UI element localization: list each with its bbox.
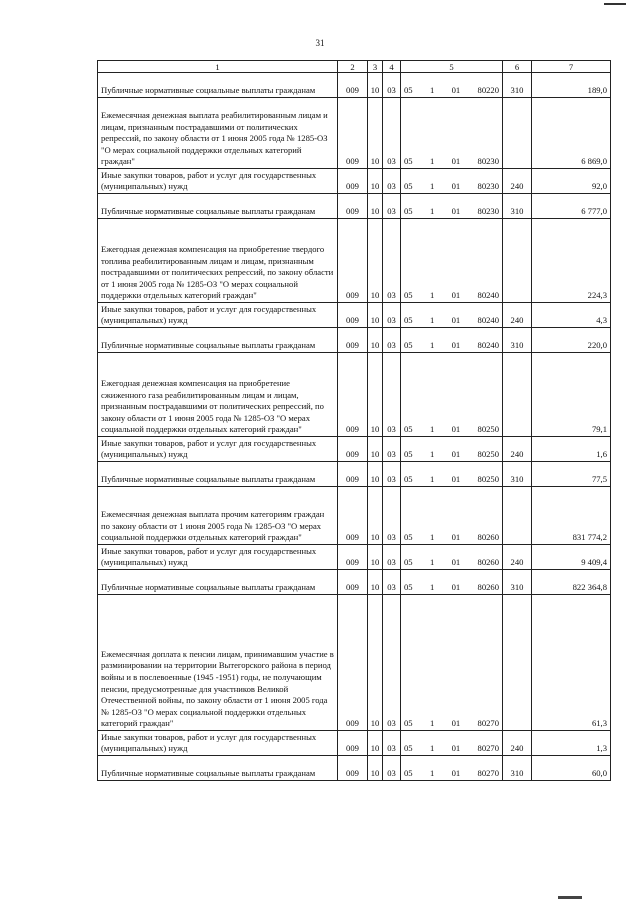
row-expense-type: 240 bbox=[503, 303, 532, 328]
target-article-part: 80260 bbox=[477, 532, 499, 543]
target-article-part: 80240 bbox=[477, 290, 499, 301]
row-subsection: 03 bbox=[383, 219, 401, 303]
table-row bbox=[98, 169, 611, 194]
target-article-part: 1 bbox=[429, 718, 435, 729]
target-article-part: 80260 bbox=[477, 582, 499, 593]
target-article-part: 80270 bbox=[477, 768, 499, 779]
target-article-part: 05 bbox=[404, 181, 413, 192]
target-article-part: 80260 bbox=[477, 557, 499, 568]
row-section: 10 bbox=[368, 219, 383, 303]
row-target-article bbox=[401, 731, 503, 756]
target-article-part: 01 bbox=[451, 290, 461, 301]
target-article-part: 01 bbox=[451, 315, 461, 326]
target-article-part: 80240 bbox=[477, 315, 499, 326]
target-article-code bbox=[403, 532, 500, 544]
row-section: 10 bbox=[368, 328, 383, 353]
target-article-part: 05 bbox=[404, 768, 413, 779]
target-article-part: 01 bbox=[451, 718, 461, 729]
table-row bbox=[98, 462, 611, 487]
row-admin-code: 009 bbox=[338, 194, 368, 219]
target-article-part: 1 bbox=[429, 156, 435, 167]
target-article-part: 05 bbox=[404, 424, 413, 435]
target-article-part: 1 bbox=[429, 85, 435, 96]
table-row bbox=[98, 731, 611, 756]
row-target-article bbox=[401, 756, 503, 781]
row-subsection: 03 bbox=[383, 756, 401, 781]
row-expense-type bbox=[503, 595, 532, 731]
row-amount: 60,0 bbox=[532, 756, 611, 781]
row-admin-code: 009 bbox=[338, 219, 368, 303]
target-article-part: 1 bbox=[429, 582, 435, 593]
row-target-article bbox=[401, 328, 503, 353]
target-article-code bbox=[403, 85, 500, 97]
target-article-code bbox=[403, 340, 500, 352]
table-row bbox=[98, 219, 611, 303]
header-col-5: 5 bbox=[401, 61, 503, 73]
row-subsection: 03 bbox=[383, 303, 401, 328]
row-name: Публичные нормативные социальные выплаты гражданам bbox=[98, 73, 338, 98]
target-article-part: 05 bbox=[404, 85, 413, 96]
table-row bbox=[98, 353, 611, 437]
header-col-4: 4 bbox=[383, 61, 401, 73]
row-name: Публичные нормативные социальные выплаты гражданам bbox=[98, 756, 338, 781]
table-row bbox=[98, 328, 611, 353]
target-article-part: 01 bbox=[451, 85, 461, 96]
row-target-article bbox=[401, 73, 503, 98]
target-article-code bbox=[403, 474, 500, 486]
target-article-part: 01 bbox=[451, 181, 461, 192]
target-article-part: 01 bbox=[451, 449, 461, 460]
row-target-article bbox=[401, 98, 503, 169]
budget-table bbox=[97, 60, 611, 781]
target-article-part: 1 bbox=[429, 768, 435, 779]
row-section: 10 bbox=[368, 570, 383, 595]
row-amount: 220,0 bbox=[532, 328, 611, 353]
row-section: 10 bbox=[368, 303, 383, 328]
target-article-code bbox=[403, 181, 500, 193]
target-article-part: 05 bbox=[404, 743, 413, 754]
target-article-part: 80230 bbox=[477, 156, 499, 167]
row-section: 10 bbox=[368, 756, 383, 781]
row-name: Иные закупки товаров, работ и услуг для государственных (муниципальных) нужд bbox=[98, 437, 338, 462]
table-row bbox=[98, 545, 611, 570]
target-article-part: 80230 bbox=[477, 206, 499, 217]
target-article-part: 01 bbox=[451, 474, 461, 485]
row-subsection: 03 bbox=[383, 194, 401, 219]
row-target-article bbox=[401, 194, 503, 219]
target-article-part: 05 bbox=[404, 532, 413, 543]
row-name: Ежемесячная денежная выплата прочим категориям граждан по закону области от 1 июня 2005 года № 1285-ОЗ "О мерах социальной поддержки отдельных категорий граждан" bbox=[98, 487, 338, 545]
table-row bbox=[98, 98, 611, 169]
target-article-part: 1 bbox=[429, 557, 435, 568]
row-admin-code: 009 bbox=[338, 98, 368, 169]
target-article-part: 80220 bbox=[477, 85, 499, 96]
row-target-article bbox=[401, 219, 503, 303]
row-name: Ежемесячная денежная выплата реабилитированным лицам и лицам, признанным пострадавшими от политических репрессий, по закону области от 1 июня 2005 года № 1285-ОЗ "О мерах социальной поддержки отдельных категорий граждан" bbox=[98, 98, 338, 169]
page-number: 31 bbox=[315, 38, 325, 48]
target-article-part: 05 bbox=[404, 290, 413, 301]
row-admin-code: 009 bbox=[338, 545, 368, 570]
row-admin-code: 009 bbox=[338, 756, 368, 781]
row-expense-type: 310 bbox=[503, 194, 532, 219]
target-article-code bbox=[403, 557, 500, 569]
row-amount: 831 774,2 bbox=[532, 487, 611, 545]
table-row bbox=[98, 303, 611, 328]
row-section: 10 bbox=[368, 353, 383, 437]
row-admin-code: 009 bbox=[338, 487, 368, 545]
row-target-article bbox=[401, 462, 503, 487]
row-amount: 189,0 bbox=[532, 73, 611, 98]
row-target-article bbox=[401, 303, 503, 328]
row-amount: 4,3 bbox=[532, 303, 611, 328]
row-amount: 92,0 bbox=[532, 169, 611, 194]
row-name: Иные закупки товаров, работ и услуг для государственных (муниципальных) нужд bbox=[98, 303, 338, 328]
row-name: Ежемесячная доплата к пенсии лицам, принимавшим участие в разминировании на территории Вытегорского района в период войны и в послевоенные (1945 -1951) годы, не получающим пенсии, предусмотренные для участников Великой Отечественной войны, по закону области от 1 июня 2005 года № 1285-ОЗ "О мерах социальной поддержки отдельных категорий граждан" bbox=[98, 595, 338, 731]
target-article-part: 80230 bbox=[477, 181, 499, 192]
target-article-part: 01 bbox=[451, 206, 461, 217]
row-target-article bbox=[401, 437, 503, 462]
target-article-part: 05 bbox=[404, 315, 413, 326]
row-subsection: 03 bbox=[383, 437, 401, 462]
row-subsection: 03 bbox=[383, 169, 401, 194]
row-target-article bbox=[401, 545, 503, 570]
row-subsection: 03 bbox=[383, 353, 401, 437]
target-article-code bbox=[403, 315, 500, 327]
row-amount: 9 409,4 bbox=[532, 545, 611, 570]
target-article-part: 05 bbox=[404, 718, 413, 729]
row-name: Публичные нормативные социальные выплаты гражданам bbox=[98, 328, 338, 353]
target-article-part: 01 bbox=[451, 340, 461, 351]
row-subsection: 03 bbox=[383, 731, 401, 756]
target-article-part: 80270 bbox=[477, 718, 499, 729]
row-name: Публичные нормативные социальные выплаты гражданам bbox=[98, 570, 338, 595]
target-article-part: 05 bbox=[404, 206, 413, 217]
row-subsection: 03 bbox=[383, 98, 401, 169]
row-amount: 6 869,0 bbox=[532, 98, 611, 169]
row-name: Иные закупки товаров, работ и услуг для государственных (муниципальных) нужд bbox=[98, 169, 338, 194]
header-row bbox=[98, 61, 611, 73]
row-subsection: 03 bbox=[383, 462, 401, 487]
row-expense-type: 240 bbox=[503, 437, 532, 462]
target-article-code bbox=[403, 449, 500, 461]
target-article-code bbox=[403, 718, 500, 730]
row-section: 10 bbox=[368, 98, 383, 169]
table-row bbox=[98, 595, 611, 731]
table-row bbox=[98, 194, 611, 219]
row-expense-type: 310 bbox=[503, 570, 532, 595]
row-section: 10 bbox=[368, 545, 383, 570]
row-expense-type bbox=[503, 219, 532, 303]
row-section: 10 bbox=[368, 73, 383, 98]
table-row bbox=[98, 437, 611, 462]
row-admin-code: 009 bbox=[338, 462, 368, 487]
target-article-part: 05 bbox=[404, 474, 413, 485]
row-admin-code: 009 bbox=[338, 73, 368, 98]
row-section: 10 bbox=[368, 731, 383, 756]
target-article-part: 01 bbox=[451, 768, 461, 779]
row-target-article bbox=[401, 353, 503, 437]
target-article-part: 80250 bbox=[477, 424, 499, 435]
header-col-3: 3 bbox=[368, 61, 383, 73]
target-article-code bbox=[403, 156, 500, 168]
row-target-article bbox=[401, 595, 503, 731]
target-article-part: 05 bbox=[404, 156, 413, 167]
target-article-part: 01 bbox=[451, 557, 461, 568]
target-article-part: 01 bbox=[451, 424, 461, 435]
row-admin-code: 009 bbox=[338, 169, 368, 194]
row-admin-code: 009 bbox=[338, 353, 368, 437]
target-article-part: 01 bbox=[451, 156, 461, 167]
row-subsection: 03 bbox=[383, 595, 401, 731]
row-expense-type: 310 bbox=[503, 328, 532, 353]
target-article-code bbox=[403, 768, 500, 780]
row-amount: 224,3 bbox=[532, 219, 611, 303]
row-amount: 77,5 bbox=[532, 462, 611, 487]
table-body bbox=[98, 73, 611, 781]
target-article-part: 1 bbox=[429, 474, 435, 485]
row-amount: 61,3 bbox=[532, 595, 611, 731]
target-article-part: 1 bbox=[429, 290, 435, 301]
row-expense-type bbox=[503, 98, 532, 169]
row-name: Ежегодная денежная компенсация на приобретение твердого топлива реабилитированным лицам и лицам, признанным пострадавшими от политических репрессий, по закону области от 1 июня 2005 года № 1285-ОЗ "О мерах социальной поддержки отдельных категорий граждан" bbox=[98, 219, 338, 303]
row-amount: 79,1 bbox=[532, 353, 611, 437]
row-section: 10 bbox=[368, 437, 383, 462]
header-col-1: 1 bbox=[98, 61, 338, 73]
target-article-part: 1 bbox=[429, 181, 435, 192]
target-article-part: 80250 bbox=[477, 449, 499, 460]
table-row bbox=[98, 487, 611, 545]
row-name: Публичные нормативные социальные выплаты гражданам bbox=[98, 194, 338, 219]
row-amount: 1,3 bbox=[532, 731, 611, 756]
row-expense-type: 310 bbox=[503, 462, 532, 487]
row-section: 10 bbox=[368, 595, 383, 731]
target-article-part: 01 bbox=[451, 532, 461, 543]
row-section: 10 bbox=[368, 462, 383, 487]
row-subsection: 03 bbox=[383, 73, 401, 98]
target-article-code bbox=[403, 290, 500, 302]
table-row bbox=[98, 756, 611, 781]
target-article-code bbox=[403, 206, 500, 218]
target-article-part: 01 bbox=[451, 582, 461, 593]
target-article-part: 05 bbox=[404, 340, 413, 351]
row-subsection: 03 bbox=[383, 487, 401, 545]
target-article-part: 1 bbox=[429, 449, 435, 460]
target-article-code bbox=[403, 582, 500, 594]
row-expense-type bbox=[503, 487, 532, 545]
scan-mark-bottom bbox=[558, 896, 582, 902]
row-admin-code: 009 bbox=[338, 328, 368, 353]
row-expense-type: 240 bbox=[503, 545, 532, 570]
scan-mark-top bbox=[604, 0, 626, 5]
row-amount: 1,6 bbox=[532, 437, 611, 462]
target-article-part: 1 bbox=[429, 743, 435, 754]
row-name: Публичные нормативные социальные выплаты гражданам bbox=[98, 462, 338, 487]
row-admin-code: 009 bbox=[338, 437, 368, 462]
table-row bbox=[98, 73, 611, 98]
header-col-6: 6 bbox=[503, 61, 532, 73]
row-name: Иные закупки товаров, работ и услуг для государственных (муниципальных) нужд bbox=[98, 731, 338, 756]
target-article-part: 1 bbox=[429, 206, 435, 217]
target-article-part: 05 bbox=[404, 557, 413, 568]
row-expense-type: 240 bbox=[503, 731, 532, 756]
header-col-2: 2 bbox=[338, 61, 368, 73]
header-col-7: 7 bbox=[532, 61, 611, 73]
row-subsection: 03 bbox=[383, 545, 401, 570]
target-article-part: 1 bbox=[429, 315, 435, 326]
row-expense-type bbox=[503, 353, 532, 437]
target-article-code bbox=[403, 424, 500, 436]
target-article-part: 05 bbox=[404, 582, 413, 593]
target-article-part: 1 bbox=[429, 532, 435, 543]
row-subsection: 03 bbox=[383, 570, 401, 595]
row-amount: 822 364,8 bbox=[532, 570, 611, 595]
row-name: Иные закупки товаров, работ и услуг для государственных (муниципальных) нужд bbox=[98, 545, 338, 570]
target-article-part: 1 bbox=[429, 424, 435, 435]
row-expense-type: 240 bbox=[503, 169, 532, 194]
row-expense-type: 310 bbox=[503, 756, 532, 781]
row-target-article bbox=[401, 487, 503, 545]
target-article-part: 80240 bbox=[477, 340, 499, 351]
row-section: 10 bbox=[368, 169, 383, 194]
target-article-part: 1 bbox=[429, 340, 435, 351]
row-subsection: 03 bbox=[383, 328, 401, 353]
row-admin-code: 009 bbox=[338, 570, 368, 595]
row-section: 10 bbox=[368, 487, 383, 545]
target-article-code bbox=[403, 743, 500, 755]
row-section: 10 bbox=[368, 194, 383, 219]
target-article-part: 05 bbox=[404, 449, 413, 460]
row-target-article bbox=[401, 169, 503, 194]
row-admin-code: 009 bbox=[338, 595, 368, 731]
target-article-part: 01 bbox=[451, 743, 461, 754]
row-admin-code: 009 bbox=[338, 731, 368, 756]
row-target-article bbox=[401, 570, 503, 595]
row-name: Ежегодная денежная компенсация на приобретение сжиженного газа реабилитированным лицам и лицам, признанным пострадавшими от политических репрессий, по закону области от 1 июня 2005 года № 1285-ОЗ "О мерах социальной поддержки отдельных категорий граждан" bbox=[98, 353, 338, 437]
row-amount: 6 777,0 bbox=[532, 194, 611, 219]
target-article-part: 80270 bbox=[477, 743, 499, 754]
table-row bbox=[98, 570, 611, 595]
row-expense-type: 310 bbox=[503, 73, 532, 98]
target-article-part: 80250 bbox=[477, 474, 499, 485]
row-admin-code: 009 bbox=[338, 303, 368, 328]
